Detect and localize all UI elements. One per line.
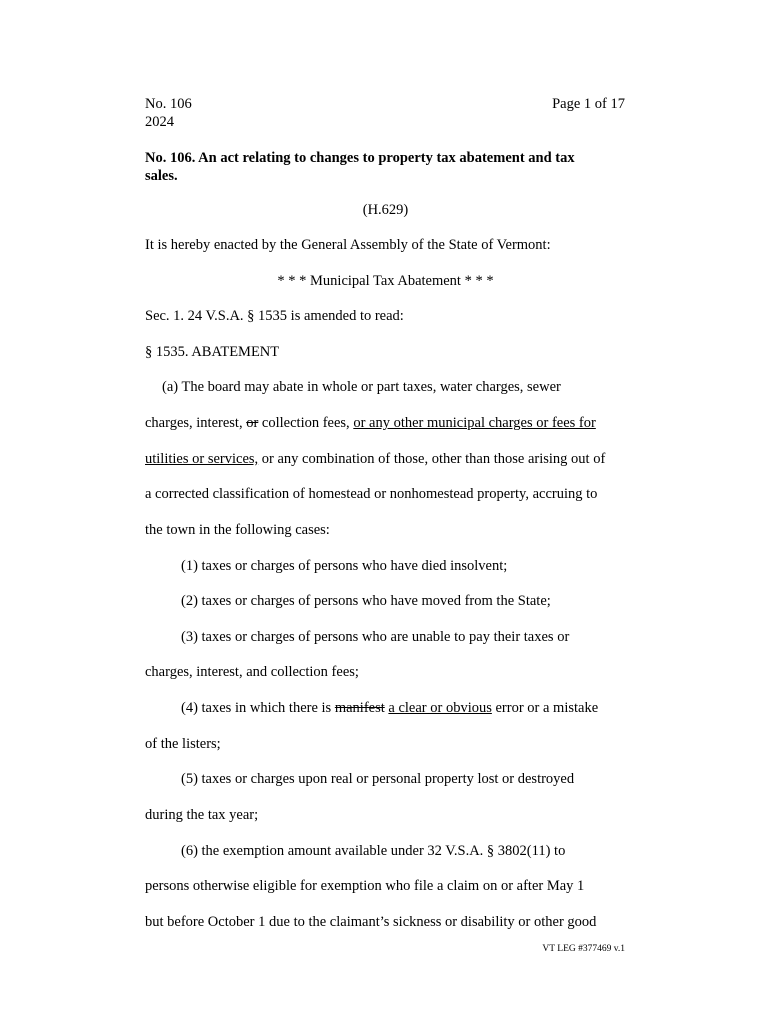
- inserted-text: or any other municipal charges or fees for: [353, 415, 596, 431]
- text-run: error or a mistake: [491, 700, 599, 716]
- item-1: (1) taxes or charges of persons who have died insolvent;: [181, 558, 508, 574]
- section-heading: * * * Municipal Tax Abatement * * *: [277, 273, 494, 289]
- struck-text: or: [246, 415, 259, 431]
- item-4-line-2: of the listers;: [145, 736, 221, 752]
- item-3-line-2: charges, interest, and collection fees;: [145, 664, 359, 680]
- subsection-a-line-3: [145, 450, 605, 468]
- inserted-text: utilities or services,: [145, 451, 259, 467]
- item-5-line-1: (5) taxes or charges upon real or personal property lost or destroyed: [181, 771, 575, 787]
- text-run: charges, interest,: [145, 415, 247, 431]
- struck-text: manifest: [334, 700, 385, 716]
- act-title-line-1: No. 106. An act relating to changes to property tax abatement and tax: [145, 150, 575, 166]
- text-run: collection fees,: [258, 415, 354, 431]
- document-version-footer: VT LEG #377469 v.1: [542, 944, 625, 954]
- subsection-a-line-1: (a) The board may abate in whole or part taxes, water charges, sewer: [162, 379, 561, 395]
- enacting-clause: It is hereby enacted by the General Assembly of the State of Vermont:: [145, 237, 551, 253]
- item-2: (2) taxes or charges of persons who have moved from the State;: [181, 593, 551, 609]
- act-year: 2024: [145, 114, 174, 130]
- item-6-line-2: persons otherwise eligible for exemption who file a claim on or after May 1: [145, 878, 585, 894]
- sec-1-intro: Sec. 1. 24 V.S.A. § 1535 is amended to read:: [145, 308, 404, 324]
- text-run: or any combination of those, other than those arising out of: [258, 451, 606, 467]
- act-number: No. 106: [145, 96, 192, 112]
- subsection-a-line-4: a corrected classification of homestead or nonhomestead property, accruing to: [145, 486, 598, 502]
- subsection-a-line-5: the town in the following cases:: [145, 522, 330, 538]
- subsection-a-line-2: [145, 414, 596, 432]
- item-6-line-1: (6) the exemption amount available under 32 V.S.A. § 3802(11) to: [181, 843, 566, 859]
- page-number: Page 1 of 17: [552, 96, 625, 112]
- inserted-text: a clear or obvious: [388, 700, 492, 716]
- text-run: (4) taxes in which there is: [181, 700, 335, 716]
- item-3-line-1: (3) taxes or charges of persons who are unable to pay their taxes or: [181, 629, 570, 645]
- item-6-line-3: but before October 1 due to the claimant’s sickness or disability or other good: [145, 914, 597, 930]
- act-title-line-2: sales.: [145, 168, 178, 184]
- item-4-line-1: [181, 699, 598, 717]
- item-5-line-2: during the tax year;: [145, 807, 259, 823]
- section-title: § 1535. ABATEMENT: [145, 344, 280, 360]
- bill-number: (H.629): [362, 202, 409, 218]
